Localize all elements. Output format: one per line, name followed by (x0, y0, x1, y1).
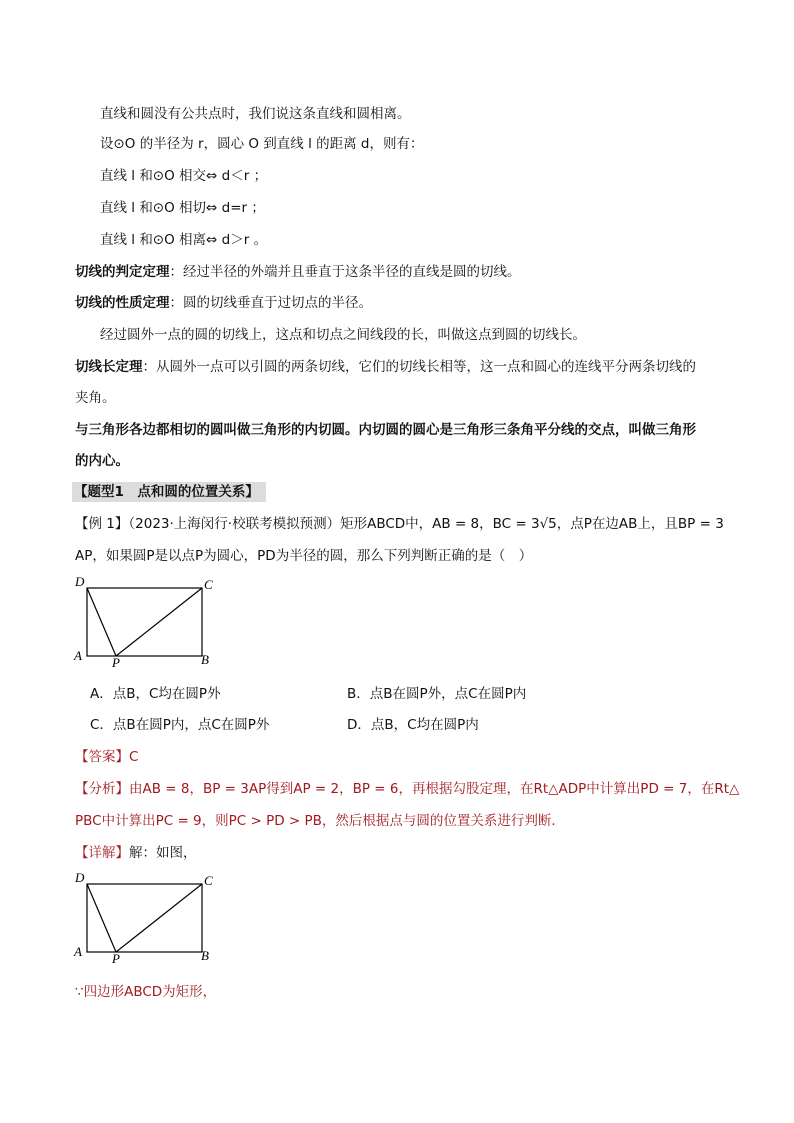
section-heading: 【题型1 点和圆的位置关系】 (72, 482, 266, 502)
tlt-text: ：从圆外一点可以引圆的两条切线，它们的切线长相等，这一点和圆心的连线平分两条切线的 (142, 359, 696, 375)
tangent-property-theorem (75, 293, 372, 313)
judgment-title: 切线的判定定理 (75, 264, 170, 280)
answer-value: C (129, 749, 139, 765)
label-c: C (204, 577, 213, 592)
option-d: D．点B，C均在圆P内 (347, 717, 479, 733)
label-b: B (201, 652, 209, 667)
segment-dp-2 (87, 884, 116, 952)
analysis-line-1 (75, 779, 739, 799)
detail-rectangle-line: ∵四边形ABCD为矩形， (75, 984, 217, 1000)
answer-line (75, 747, 138, 767)
segment-pc (116, 588, 202, 656)
option-c: C．点B在圆P内，点C在圆P外 (90, 717, 270, 733)
judgment-text: ：经过半径的外端并且垂直于这条半径的直线是圆的切线。 (169, 264, 521, 280)
rectangle-figure-2 (70, 868, 230, 968)
label-d: D (75, 574, 85, 589)
detail-line (75, 843, 197, 863)
label-p: P (112, 655, 120, 670)
tlt-title: 切线长定理 (75, 359, 143, 375)
example-prefix: 【例 1】 (75, 516, 129, 532)
option-b: B．点B在圆P外，点C在圆P内 (347, 686, 527, 702)
theory-line-separate: 直线和圆没有公共点时，我们说这条直线和圆相离。 (100, 106, 411, 122)
tangent-length-theorem (75, 357, 696, 377)
incircle-definition-cont: 的内心。 (75, 453, 129, 469)
incircle-definition: 与三角形各边都相切的圆叫做三角形的内切圆。内切圆的圆心是三角形三条角平分线的交点，叫做三角形 (75, 422, 696, 438)
example-text-1: （2023·上海闵行·校联考模拟预测）矩形ABCD中，AB = 8，BC = 3√5，点P在边AB上，且BP = 3 (128, 516, 724, 532)
rectangle-abcd (87, 588, 202, 656)
analysis-label: 【分析】 (75, 781, 129, 797)
property-title: 切线的性质定理 (75, 295, 170, 311)
example-line-2: AP，如果圆P是以点P为圆心，PD为半径的圆，那么下列判断正确的是（ ） (75, 548, 533, 564)
theory-line-intersect: 直线 l 和⊙O 相交⇔ d＜r ； (100, 168, 268, 184)
segment-pc-2 (116, 884, 202, 952)
analysis-text-1: 由AB = 8，BP = 3AP得到AP = 2，BP = 6，再根据勾股定理，在Rt△ADP中计算出PD = 7，在Rt△ (129, 781, 740, 797)
theory-line-apart: 直线 l 和⊙O 相离⇔ d＞r 。 (100, 232, 268, 248)
label-a-2: A (74, 944, 82, 959)
theory-line-tangent: 直线 l 和⊙O 相切⇔ d=r ； (100, 200, 265, 216)
tangent-length-definition: 经过圆外一点的圆的切线上，这点和切点之间线段的长，叫做这点到圆的切线长。 (100, 327, 586, 343)
example-line-1 (75, 514, 724, 534)
label-a: A (74, 648, 82, 663)
rectangle-abcd-2 (87, 884, 202, 952)
option-a: A．点B，C均在圆P外 (90, 686, 221, 702)
tangent-judgment-theorem (75, 262, 521, 282)
rectangle-figure-1 (70, 572, 230, 672)
detail-text: 解：如图， (129, 845, 197, 861)
analysis-line-2: PBC中计算出PC = 9，则PC > PD > PB，然后根据点与圆的位置关系进行判断． (75, 813, 565, 829)
label-b-2: B (201, 948, 209, 963)
detail-label: 【详解】 (75, 845, 129, 861)
tangent-length-theorem-cont: 夹角。 (75, 390, 116, 406)
theory-line-setup: 设⊙O 的半径为 r，圆心 O 到直线 l 的距离 d，则有： (100, 136, 424, 152)
segment-dp (87, 588, 116, 656)
label-p-2: P (112, 951, 120, 966)
label-d-2: D (75, 870, 85, 885)
answer-label: 【答案】 (75, 749, 129, 765)
property-text: ：圆的切线垂直于过切点的半径。 (169, 295, 372, 311)
label-c-2: C (204, 873, 213, 888)
